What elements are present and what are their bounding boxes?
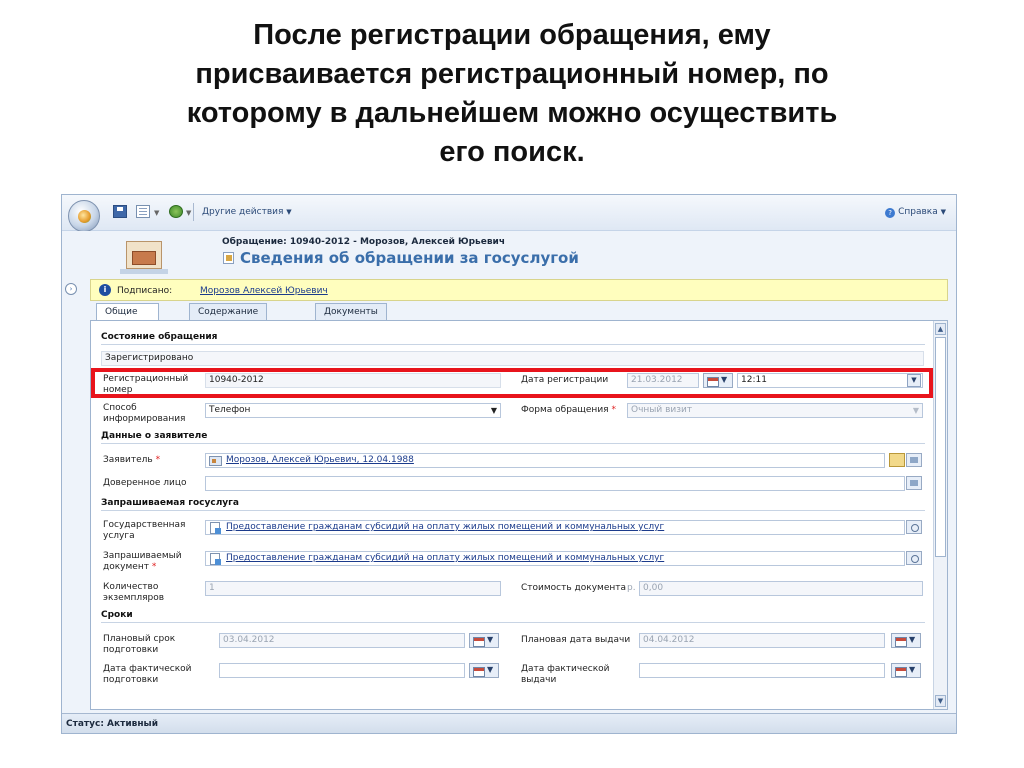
other-actions-label: Другие действия [202, 207, 284, 217]
cost-label: Стоимость документа [521, 583, 626, 593]
form-title-text: Сведения об обращении за госуслугой [240, 249, 579, 267]
applicant-value[interactable]: Морозов, Алексей Юрьевич, 12.04.1988 [226, 455, 414, 465]
edit-form-icon [223, 252, 234, 264]
help-label: Справка [898, 207, 938, 217]
calendar-icon[interactable] [469, 633, 499, 648]
form-header [62, 231, 956, 279]
copies-label: Количество экземпляров [103, 582, 165, 603]
tab-application-content[interactable]: Содержание [189, 303, 267, 321]
scroll-up-icon[interactable]: ▲ [935, 323, 946, 335]
reg-number-label: Регистрационный номер [103, 374, 189, 395]
section-title: Состояние обращения [101, 332, 218, 342]
required-asterisk: * [151, 562, 157, 572]
scrollbar[interactable] [933, 321, 947, 709]
other-actions-menu[interactable] [202, 207, 292, 217]
inform-method-label: Способ информирования [103, 403, 186, 424]
section-title: Данные о заявителе [101, 431, 208, 441]
document-icon [210, 522, 220, 534]
slide-title-line: присваивается регистрационный номер, по [195, 58, 829, 90]
form-title [223, 249, 579, 267]
appeal-form-select[interactable] [627, 403, 923, 418]
cost-field[interactable]: 0,00 [639, 581, 923, 596]
chevron-down-icon[interactable]: ▼ [186, 209, 192, 217]
save-icon[interactable] [113, 205, 127, 218]
tab-general[interactable]: Общие [96, 303, 159, 322]
crm-window [61, 194, 957, 734]
search-icon[interactable] [906, 520, 922, 534]
status-bar [62, 713, 956, 733]
proxy-label: Доверенное лицо [103, 478, 187, 488]
section-title: Сроки [101, 610, 133, 620]
document-label-text: Запрашиваемый документ [103, 551, 182, 572]
record-name: Обращение: 10940-2012 - Морозов, Алексей Юрьевич [222, 237, 506, 247]
document-value[interactable]: Предоставление гражданам субсидий на оплату жилых помещений и коммунальных услуг [226, 553, 665, 563]
reg-date-field[interactable]: 21.03.2012 [627, 373, 699, 388]
document-icon [210, 553, 220, 565]
chevron-down-icon: ▼ [286, 208, 292, 216]
lookup-icon[interactable] [906, 476, 922, 490]
applicant-label [103, 455, 160, 466]
service-value[interactable]: Предоставление гражданам субсидий на оплату жилых помещений и коммунальных услуг [226, 522, 665, 532]
reg-date-label: Дата регистрации [521, 375, 609, 385]
reg-time-value: 12:11 [741, 375, 767, 385]
section-divider [101, 622, 925, 623]
toolbar [62, 195, 956, 231]
edit-icon[interactable] [136, 205, 150, 218]
expand-nav-icon[interactable]: › [65, 283, 77, 295]
contact-icon [209, 456, 222, 466]
actual-issue-field[interactable] [639, 663, 885, 678]
chevron-down-icon: ▼ [940, 208, 946, 216]
signature-notice [90, 279, 948, 301]
document-label [103, 551, 195, 573]
info-icon: i [99, 284, 111, 296]
section-divider [101, 344, 925, 345]
app-menu-orb-icon[interactable] [68, 200, 100, 232]
calendar-icon[interactable] [891, 663, 921, 678]
required-asterisk: * [611, 405, 616, 415]
slide-title-line: После регистрации обращения, ему [253, 19, 771, 51]
calendar-icon[interactable] [891, 633, 921, 648]
service-label: Государственная услуга [103, 520, 186, 541]
status-text: Статус: Активный [66, 719, 158, 729]
plan-issue-label: Плановая дата выдачи [521, 635, 631, 645]
actual-prep-label: Дата фактической подготовки [103, 664, 192, 685]
chevron-down-icon: ▼ [490, 406, 497, 415]
chevron-down-icon: ▼ [912, 406, 919, 415]
search-icon[interactable] [906, 551, 922, 565]
help-icon: ? [885, 208, 895, 218]
chevron-down-icon[interactable]: ▼ [154, 209, 160, 217]
plan-prep-field[interactable]: 03.04.2012 [219, 633, 465, 648]
entity-icon [120, 235, 168, 275]
tab-documents[interactable]: Документы [315, 303, 387, 321]
plan-issue-field[interactable]: 04.04.2012 [639, 633, 885, 648]
actual-prep-field[interactable] [219, 663, 465, 678]
reg-number-field[interactable]: 10940-2012 [205, 373, 501, 388]
plan-prep-label: Плановый срок подготовки [103, 634, 176, 655]
slide-title [60, 16, 964, 172]
actual-issue-label: Дата фактической выдачи [521, 664, 610, 685]
cost-currency: р. [627, 583, 636, 593]
document-lookup[interactable] [205, 551, 905, 566]
appeal-form-label-text: Форма обращения [521, 405, 609, 415]
copies-field[interactable]: 1 [205, 581, 501, 596]
orb-inner [78, 210, 91, 223]
notice-label: Подписано: [117, 286, 173, 296]
signer-link[interactable]: Морозов Алексей Юрьевич [200, 286, 328, 296]
section-title: Запрашиваемая госуслуга [101, 498, 239, 508]
scroll-down-icon[interactable]: ▼ [935, 695, 946, 707]
slide-title-line: которому в дальнейшем можно осуществить [186, 97, 838, 129]
lookup-icon[interactable] [906, 453, 922, 467]
section-divider [101, 443, 925, 444]
chevron-down-icon[interactable]: ▼ [907, 374, 921, 387]
service-lookup[interactable] [205, 520, 905, 535]
scroll-thumb[interactable] [935, 337, 946, 557]
inform-method-select[interactable] [205, 403, 501, 418]
appeal-form-value: Очный визит [631, 405, 693, 415]
folder-icon[interactable] [889, 453, 905, 467]
slide-title-line: его поиск. [439, 136, 585, 168]
proxy-lookup[interactable] [205, 476, 905, 491]
required-asterisk: * [155, 455, 161, 465]
status-field: Зарегистрировано [101, 351, 924, 366]
reg-number-highlight [91, 368, 933, 398]
toolbar-divider [193, 203, 194, 221]
applicant-label-text: Заявитель [103, 455, 153, 465]
applicant-lookup[interactable] [205, 453, 885, 468]
inform-method-value: Телефон [209, 405, 251, 415]
workflow-icon[interactable] [169, 205, 183, 218]
calendar-icon[interactable] [469, 663, 499, 678]
appeal-form-label [521, 405, 616, 416]
help-menu[interactable] [885, 207, 946, 218]
section-divider [101, 510, 925, 511]
